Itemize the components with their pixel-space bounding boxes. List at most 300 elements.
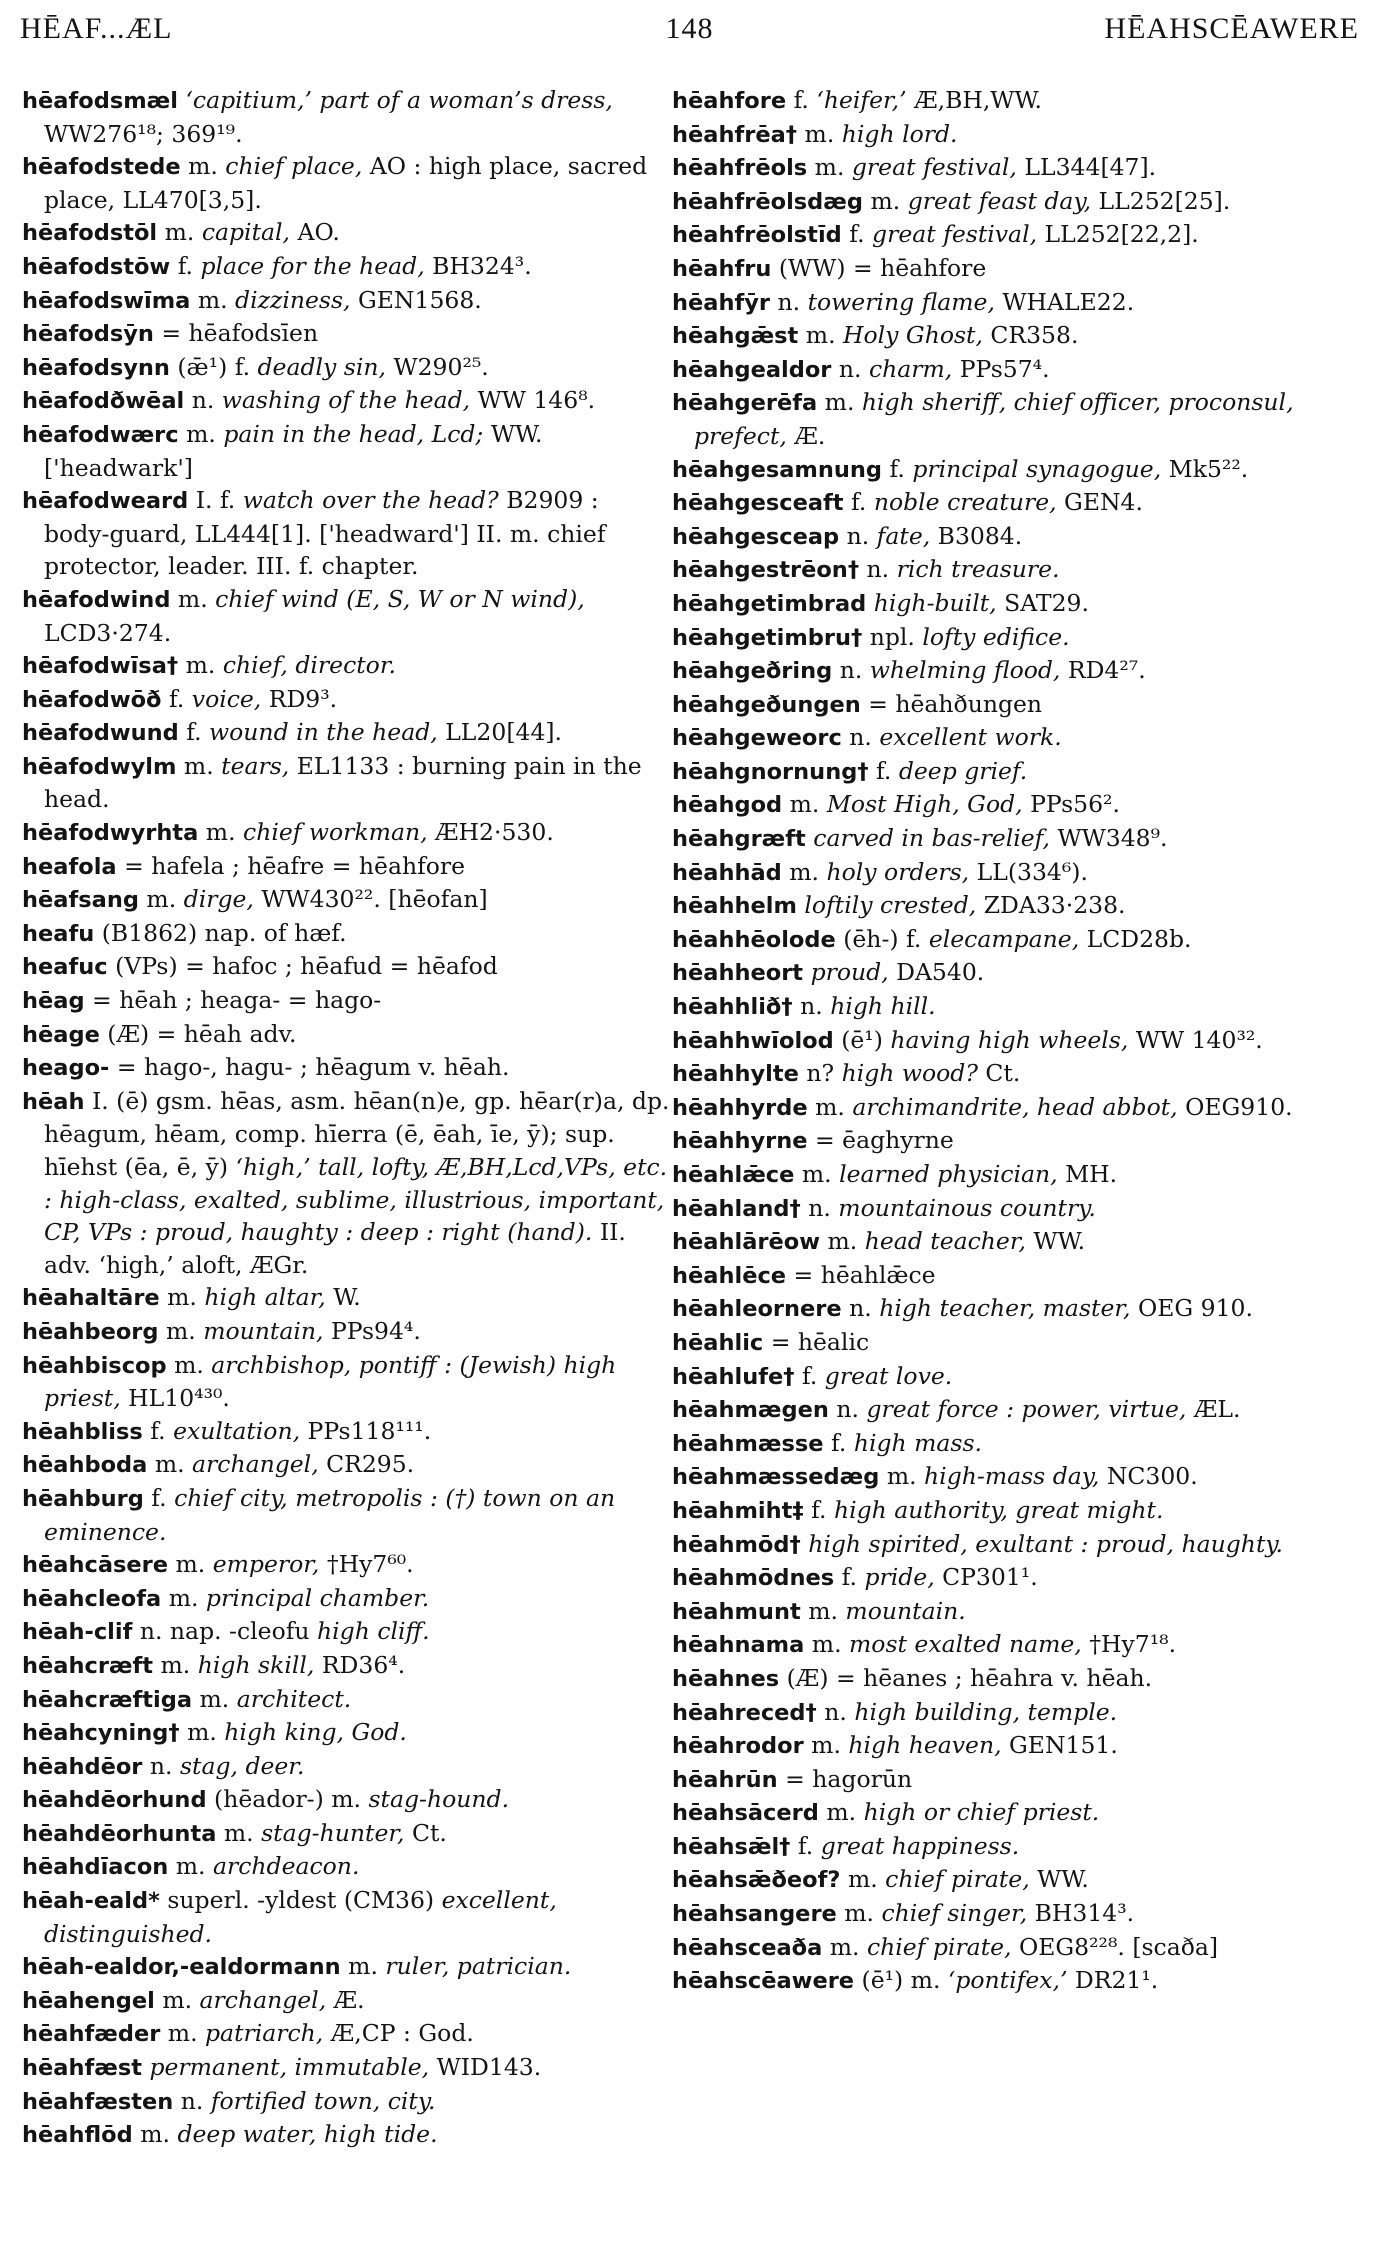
headword: hēahgræft — [672, 826, 806, 853]
dictionary-entry — [672, 1225, 1320, 1259]
dictionary-entry — [672, 788, 1320, 822]
dictionary-entry — [672, 218, 1320, 252]
entry-grammar: m. — [153, 1650, 198, 1679]
headword: hēahhelm — [672, 893, 797, 920]
entry-reference: †Hy7¹⁸. — [1081, 1630, 1177, 1659]
entry-grammar: n. — [770, 287, 808, 316]
headword: hēahlǣce — [672, 1162, 795, 1188]
headword: hēahfæst — [22, 2055, 142, 2082]
entry-definition: watch over the head? — [242, 486, 499, 515]
dictionary-entry — [672, 1326, 1320, 1360]
entry-definition: chief workman, — [243, 818, 428, 847]
entry-grammar: m. — [862, 186, 908, 215]
headword: hēahdēorhund — [22, 1787, 207, 1814]
entry-grammar: m. — [180, 152, 226, 181]
headword: hēah-eald* — [22, 1888, 160, 1915]
entry-definition: mountain. — [845, 1596, 966, 1625]
entry-grammar: m. — [178, 651, 223, 680]
entry-grammar: n. — [816, 1697, 855, 1726]
entry-grammar: m. — [157, 218, 202, 247]
entry-definition: high sheriff, chief officer, proconsul, prefect, — [694, 388, 1294, 450]
entry-definition: towering flame, — [807, 287, 995, 316]
headword: hēahcyning† — [22, 1720, 180, 1747]
dictionary-entry — [672, 1863, 1320, 1897]
headword: hēahhwīolod — [672, 1027, 834, 1054]
entry-definition: lofty edifice. — [922, 622, 1070, 651]
entry-reference: II. adv. ‘high,’ aloft, ÆGr. — [44, 1218, 626, 1279]
dictionary-entry — [22, 1950, 670, 1984]
headword: hēahbeorg — [22, 1318, 159, 1345]
dictionary-entry — [672, 353, 1320, 387]
entry-reference: LL252[25]. — [1091, 186, 1231, 215]
entry-definition: great festival, — [851, 153, 1017, 182]
entry-grammar: m. — [781, 857, 827, 886]
entry-grammar: m. — [804, 1630, 850, 1659]
headword: hēahgeweorc — [672, 725, 842, 752]
entry-definition: great love. — [824, 1361, 953, 1390]
dictionary-entry — [672, 84, 1320, 118]
entry-definition: most exalted name, — [849, 1630, 1082, 1659]
entry-definition: washing of the head, — [221, 386, 471, 415]
entry-grammar: = hēahðungen — [860, 689, 1043, 718]
entry-definition: ‘capitium,’ part of a woman’s dress, — [185, 86, 613, 114]
entry-reference: PPs118¹¹¹. — [300, 1416, 432, 1445]
dictionary-entry — [672, 1393, 1320, 1427]
entry-grammar: m. — [803, 1731, 849, 1760]
headword: hēahlic — [672, 1329, 764, 1356]
entry-reference: GEN1568. — [350, 285, 482, 314]
dictionary-entry — [672, 621, 1320, 655]
entry-definition: chief singer, — [881, 1899, 1028, 1928]
dictionary-entry — [22, 150, 670, 216]
entry-reference: SAT29. — [996, 588, 1089, 617]
entry-reference: WHALE22. — [994, 287, 1135, 316]
entry-grammar: f. — [143, 1483, 175, 1512]
entry-grammar: (ē¹) m. — [854, 1966, 948, 1995]
entry-reference: GEN151. — [1001, 1731, 1118, 1760]
entry-grammar: (ǣ¹) f. — [169, 352, 258, 381]
dictionary-entry — [22, 2085, 670, 2119]
page-number: 148 — [665, 12, 714, 45]
dictionary-entry — [672, 1460, 1320, 1494]
headword: hēage — [22, 1021, 100, 1048]
dictionary-entry — [22, 317, 670, 351]
entry-grammar: f. — [882, 454, 913, 483]
headword: hēahhylte — [672, 1061, 799, 1088]
entry-grammar: = hagorūn — [777, 1764, 913, 1793]
entry-reference: HL10⁴³⁰. — [120, 1384, 230, 1413]
headword: hēahscēawere — [672, 1968, 855, 1995]
entry-grammar: m. — [822, 1932, 867, 1961]
entry-definition: tears, — [221, 751, 290, 780]
dictionary-entry — [672, 1360, 1320, 1394]
entry-definition: high-built, — [873, 588, 997, 617]
entry-definition: archangel, — [199, 1985, 327, 2014]
headword: hēahmæssedæg — [672, 1464, 880, 1491]
entry-definition: fate, — [876, 521, 931, 550]
dictionary-entry — [672, 1192, 1320, 1226]
headword: hēahfore — [672, 88, 787, 114]
headword: hēahgeðungen — [672, 691, 861, 718]
headword: hēahreced† — [672, 1699, 817, 1726]
dictionary-entry — [672, 1494, 1320, 1528]
entry-grammar: = hafela ; — [116, 851, 248, 880]
entry-grammar: = hēah ; — [84, 986, 201, 1015]
entry-grammar: (VPs) = hafoc ; — [107, 952, 301, 981]
entry-grammar: m. — [340, 1952, 386, 1981]
dictionary-entry — [672, 956, 1320, 990]
headword: hēahaltāre — [22, 1285, 160, 1312]
dictionary-entry — [22, 84, 670, 150]
entry-reference: †Hy7⁶⁰. — [319, 1550, 414, 1579]
dictionary-entry — [672, 486, 1320, 520]
dictionary-entry — [22, 1482, 670, 1548]
entry-grammar: m. — [819, 1227, 865, 1256]
entry-definition: excellent, distinguished. — [44, 1886, 557, 1948]
entry-reference: CR295. — [318, 1450, 415, 1479]
entry-definition: loftily crested, — [804, 891, 977, 920]
entry-reference: RD36⁴. — [314, 1650, 406, 1679]
headword: hēahfru — [672, 255, 772, 282]
entry-definition: permanent, immutable, — [149, 2053, 430, 2082]
headword: hēahgetimbrad — [672, 590, 867, 617]
entry-grammar: m. — [817, 388, 862, 417]
headword: hēahsācerd — [672, 1800, 819, 1827]
headword: hēahheort — [672, 960, 804, 987]
entry-grammar: m. — [132, 2120, 178, 2149]
entry-reference: ÆL. — [1186, 1395, 1241, 1424]
entry-reference: Ct. — [977, 1059, 1021, 1088]
entry-grammar: n. — [839, 521, 877, 550]
entry-definition: fortified town, city. — [210, 2086, 436, 2115]
entry-definition: emperor, — [212, 1550, 320, 1579]
entry-reference: CR358. — [982, 321, 1079, 350]
entry-grammar: f. — [843, 488, 874, 517]
dictionary-entry — [22, 351, 670, 385]
headword: hēafodwærc — [22, 421, 179, 448]
entry-grammar: f. — [142, 1416, 174, 1445]
dictionary-entry — [672, 252, 1320, 286]
headword: hēahdīacon — [22, 1854, 169, 1881]
dictionary-entry — [22, 816, 670, 850]
entry-reference: LCD28b. — [1079, 924, 1192, 953]
dictionary-entry — [22, 883, 670, 917]
entry-grammar: m. — [179, 1718, 225, 1747]
headword: hēahgesamnung — [672, 456, 883, 483]
dictionary-entry — [22, 1051, 670, 1085]
entry-reference: WW. — [1029, 1865, 1089, 1894]
entry-grammar: (WW) = hēahfore — [771, 253, 987, 282]
entry-grammar: m. — [807, 1092, 853, 1121]
headword: hēafodwōð — [22, 686, 162, 713]
entry-grammar: = ēaghyrne — [807, 1126, 954, 1155]
dictionary-entry — [22, 1615, 670, 1649]
dictionary-entry — [22, 950, 670, 984]
headword: hēafodsȳn — [22, 321, 154, 348]
headword: hēafodwīsa† — [22, 653, 179, 680]
entry-grammar: I. f. — [188, 486, 243, 515]
dictionary-entry — [22, 216, 670, 250]
entry-reference: LL252[22,2]. — [1037, 220, 1199, 249]
headword: hēafodwyrhta — [22, 820, 199, 847]
entry-reference: BH314³. — [1027, 1899, 1135, 1928]
dictionary-entry — [672, 1931, 1320, 1965]
headword: hēahhyrne — [672, 1128, 808, 1155]
entry-definition: Holy Ghost, — [843, 321, 983, 350]
entry-definition: high authority, great might. — [833, 1495, 1164, 1524]
entry-grammar: f. — [868, 756, 899, 785]
headword: hēahfrēols — [672, 155, 808, 182]
entry-reference: WW 146⁸. — [470, 386, 596, 415]
headword: hēahmōdnes — [672, 1565, 835, 1592]
entry-reference: BH324³. — [424, 251, 532, 280]
entry-grammar: f. — [170, 251, 201, 280]
entry-definition: charm, — [868, 354, 953, 383]
dictionary-entry — [672, 1561, 1320, 1595]
headword: hēafodwind — [22, 586, 171, 613]
dictionary-entry — [22, 2051, 670, 2085]
dictionary-entry — [22, 1415, 670, 1449]
entry-definition: high lord. — [841, 119, 958, 148]
headword: hēahmiht‡ — [672, 1497, 804, 1524]
entry-reference: CP301¹. — [934, 1563, 1038, 1592]
entry-definition: chief, director. — [222, 651, 396, 680]
entry-definition: noble creature, — [873, 488, 1057, 517]
page-header — [20, 12, 1359, 52]
dictionary-entry — [22, 1850, 670, 1884]
entry-grammar: m. — [782, 790, 827, 819]
right-column — [672, 84, 1320, 1998]
headword: heafuc — [22, 954, 108, 981]
dictionary-entry — [22, 2118, 670, 2152]
entry-definition: ‘pontifex,’ — [947, 1966, 1068, 1995]
entry-definition: Most High, God, — [826, 790, 1023, 819]
entry-grammar — [803, 958, 810, 986]
entry-reference: WW. — [1025, 1227, 1086, 1256]
entry-grammar: n. — [792, 992, 831, 1021]
entry-grammar: m. — [166, 1350, 212, 1379]
entry-reference: hēahra v. hēah. — [970, 1663, 1153, 1692]
entry-definition: archimandrite, head abbot, — [852, 1092, 1178, 1121]
entry-definition: pain in the head, Lcd; — [223, 419, 484, 448]
entry-grammar: m. — [158, 1316, 204, 1345]
entry-grammar: n. — [831, 354, 869, 383]
entry-reference: Æ,CP : God. — [323, 2019, 474, 2048]
entry-reference: W290²⁵. — [385, 352, 489, 381]
headword: hēahbiscop — [22, 1352, 167, 1379]
headword: hēahhād — [672, 859, 782, 886]
headword: hēahleornere — [672, 1296, 842, 1323]
dictionary-entry — [672, 1796, 1320, 1830]
headword: hēahfrēolstīd — [672, 222, 842, 249]
entry-grammar: f. — [823, 1428, 854, 1457]
entry-definition: having high wheels, — [890, 1025, 1129, 1054]
dictionary-entry — [22, 1582, 670, 1616]
dictionary-entry — [22, 850, 670, 884]
dictionary-entry — [672, 553, 1320, 587]
entry-definition: high altar, — [204, 1283, 326, 1312]
entry-definition: voice, — [191, 684, 262, 713]
entry-reference: LL20[44]. — [437, 718, 563, 747]
entry-grammar: m. — [168, 1852, 213, 1881]
headword: hēafodwylm — [22, 753, 177, 780]
entry-grammar: m. — [147, 1450, 193, 1479]
headword: hēafodstōw — [22, 253, 171, 280]
dictionary-entry — [672, 755, 1320, 789]
entry-grammar: n. nap. -cleofu — [132, 1617, 318, 1646]
entry-grammar: = hēafodsīen — [153, 319, 319, 348]
entry-definition: pride, — [864, 1563, 935, 1592]
dictionary-entry — [672, 587, 1320, 621]
entry-grammar: n. — [828, 1395, 867, 1424]
headword: hēahengel — [22, 1987, 155, 2014]
entry-definition: ‘high,’ tall, lofty, Æ,BH,Lcd,VPs, etc. : high-class, exalted, sublime, illustrious, important, CP, VPs : proud, haughty : deep : right (hand). — [44, 1153, 668, 1247]
headword: hēahrūn — [672, 1766, 778, 1793]
entry-definition: learned physician, — [839, 1160, 1058, 1188]
entry-grammar: (B1862) nap. of hæf. — [94, 918, 347, 947]
entry-reference: OEG 910. — [1130, 1294, 1253, 1323]
dictionary-entry — [22, 384, 670, 418]
entry-reference: RD4²⁷. — [1060, 656, 1146, 685]
entry-definition: chief place, — [225, 152, 363, 181]
dictionary-entry — [22, 418, 670, 484]
headword: hēahgnornung† — [672, 758, 869, 785]
headword: hēahhēolode — [672, 926, 836, 953]
dictionary-entry — [22, 1018, 670, 1052]
entry-grammar: (ēh-) f. — [835, 924, 929, 953]
entry-definition: holy orders, — [826, 857, 970, 886]
header-left-guideword: HĒAF...ÆL — [20, 12, 173, 45]
entry-definition: high-mass day, — [924, 1462, 1100, 1491]
entry-definition: high wood? — [841, 1059, 978, 1088]
entry-definition: chief city, metropolis : (†) town on an eminence. — [44, 1483, 616, 1546]
entry-grammar: m. — [159, 1283, 205, 1312]
entry-reference: hēagum v. hēah. — [315, 1053, 510, 1082]
entry-grammar: (Æ) = hēanes ; — [779, 1663, 971, 1692]
entry-definition: place for the head, — [200, 251, 425, 280]
entry-grammar: m. — [836, 1899, 882, 1928]
headword: heafu — [22, 920, 95, 947]
headword: hēahcræftiga — [22, 1686, 193, 1713]
entry-grammar — [866, 589, 873, 617]
dictionary-entry — [672, 856, 1320, 890]
headword: hēahlārēow — [672, 1229, 820, 1256]
entry-definition: patriarch, — [205, 2019, 324, 2048]
entry-grammar: f. — [786, 86, 817, 114]
entry-grammar: n. — [142, 1751, 180, 1780]
dictionary-entry — [22, 284, 670, 318]
entry-grammar: n. — [859, 555, 897, 584]
dictionary-entry — [672, 1696, 1320, 1730]
entry-reference: RD9³. — [261, 684, 338, 713]
entry-grammar: m. — [176, 751, 222, 780]
dictionary-entry — [22, 1349, 670, 1415]
entry-definition: architect. — [236, 1684, 352, 1713]
dictionary-entry — [672, 520, 1320, 554]
entry-grammar: m. — [818, 1798, 864, 1827]
dictionary-entry — [22, 917, 670, 951]
entry-grammar: n. — [800, 1193, 839, 1222]
dictionary-entry — [672, 118, 1320, 152]
entry-definition: principal synagogue, — [912, 454, 1162, 483]
headword: hēafsang — [22, 887, 139, 914]
dictionary-entry — [672, 386, 1320, 452]
dictionary-entry — [672, 1628, 1320, 1662]
dictionary-entry — [672, 151, 1320, 185]
headword: hēahgod — [672, 792, 783, 819]
entry-grammar: f. — [803, 1495, 834, 1524]
headword: hēahboda — [22, 1452, 148, 1479]
headword: hēah-ealdor,-ealdormann — [22, 1954, 341, 1981]
entry-definition: high building, temple. — [854, 1697, 1118, 1726]
entry-grammar: (ē¹) — [833, 1025, 891, 1054]
entry-definition: rich treasure. — [896, 555, 1060, 584]
entry-reference: PPs94⁴. — [323, 1316, 421, 1345]
dictionary-entry — [22, 484, 670, 583]
headword: hēafodðwēal — [22, 388, 185, 415]
headword: hēahgesceap — [672, 523, 840, 550]
entry-grammar: m. — [168, 1550, 213, 1579]
entry-definition: high cliff. — [317, 1617, 430, 1646]
headword: hēahmunt — [672, 1598, 801, 1625]
headword: hēahcāsere — [22, 1552, 169, 1579]
dictionary-entry — [22, 750, 670, 816]
entry-grammar: m. — [216, 1818, 262, 1847]
entry-reference: WW 140³². — [1128, 1025, 1263, 1054]
entry-definition: great force : power, virtue, — [866, 1395, 1187, 1424]
dictionary-entry — [672, 319, 1320, 353]
entry-grammar: (Æ) = hēah adv. — [99, 1019, 297, 1048]
entry-reference: Æ,BH,WW. — [906, 86, 1042, 114]
entry-definition: ruler, patrician. — [385, 1952, 572, 1981]
headword: hēafodweard — [22, 488, 189, 515]
entry-reference: hēafud = hēafod — [300, 952, 498, 981]
entry-definition: dizziness, — [235, 285, 351, 314]
left-column — [22, 84, 670, 2152]
headword: hēahfæder — [22, 2021, 161, 2048]
entry-definition: high skill, — [197, 1650, 315, 1679]
entry-reference: MH. — [1057, 1160, 1118, 1188]
headword: hēahgestrēon† — [672, 557, 860, 584]
entry-grammar: m. — [160, 2019, 206, 2048]
entry-reference: hēafre = hēahfore — [247, 851, 466, 880]
entry-grammar: m. — [190, 285, 236, 314]
dictionary-entry — [22, 1315, 670, 1349]
entry-reference: DR21¹. — [1067, 1966, 1159, 1995]
headword: hēag — [22, 988, 85, 1015]
entry-reference: WW430²². [hēofan] — [253, 885, 488, 914]
entry-grammar: n. — [841, 723, 880, 752]
entry-definition: archdeacon. — [213, 1852, 360, 1881]
entry-reference: B2909 : body-guard, LL444[1]. ['headward'] II. m. chief protector, leader. III. f. chapter. — [44, 486, 606, 581]
headword: hēah — [22, 1088, 85, 1115]
entry-grammar: m. — [154, 1985, 200, 2014]
entry-grammar: n. — [173, 2086, 211, 2115]
entry-grammar: m. — [198, 818, 244, 847]
dictionary-entry — [672, 1024, 1320, 1058]
entry-definition: carved in bas-relief, — [813, 824, 1050, 853]
headword: hēahfæsten — [22, 2088, 174, 2115]
dictionary-entry — [22, 649, 670, 683]
entry-grammar: m. — [794, 1160, 840, 1188]
headword: hēahmōd† — [672, 1531, 801, 1558]
dictionary-entry — [672, 654, 1320, 688]
dictionary-entry — [672, 1158, 1320, 1192]
entry-reference: DA540. — [888, 958, 985, 987]
entry-reference: WW. ['headwark'] — [44, 419, 543, 482]
entry-reference: LL(334⁶). — [969, 857, 1088, 886]
dictionary-entry — [672, 1292, 1320, 1326]
